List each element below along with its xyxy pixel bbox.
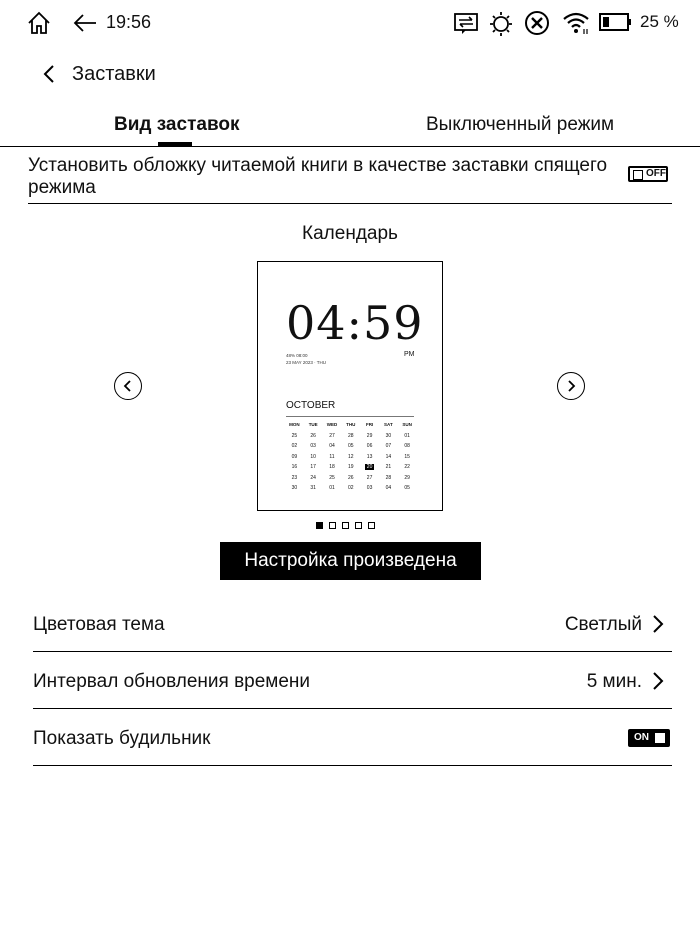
page-indicator [316, 522, 375, 529]
page-dot-active[interactable] [316, 522, 323, 529]
weekday-label: MON [289, 422, 300, 427]
status-bar [0, 0, 700, 50]
setting-refresh-interval-value[interactable]: 5 мин. [586, 671, 642, 692]
setting-color-theme-value[interactable]: Светлый [564, 614, 642, 635]
calendar-day: 04 [385, 485, 392, 491]
calendar-day: 27 [329, 432, 335, 439]
calendar-day: 18 [329, 464, 335, 470]
toggle-knob [655, 733, 665, 743]
calendar-day: 22 [404, 464, 410, 470]
calendar-day: 29 [404, 474, 410, 481]
battery-percent: 25 % [640, 12, 679, 31]
calendar-day: 15 [404, 453, 410, 460]
calendar-day: 27 [366, 474, 373, 481]
next-screensaver-button[interactable] [557, 372, 585, 400]
divider [33, 651, 672, 652]
calendar-day: 25 [329, 474, 335, 481]
toggle-state-label: OFF [646, 168, 666, 179]
calendar-day: 13 [366, 453, 373, 460]
calendar-day: 06 [366, 443, 373, 449]
back-chevron-icon[interactable] [38, 62, 62, 86]
cover-setting-label: Установить обложку читаемой книги в качестве заставки спящего режима [28, 155, 608, 198]
preview-month-rule [286, 416, 414, 417]
preview-date-line: 23 MAY 2023 · THU [286, 360, 327, 365]
calendar-day: 29 [366, 432, 373, 439]
weekday-label: TUE [308, 422, 318, 427]
back-arrow-icon[interactable] [72, 12, 98, 34]
chevron-right-icon[interactable] [650, 614, 666, 634]
calendar-day: 16 [291, 464, 298, 470]
calendar-day: 17 [310, 464, 316, 470]
wifi-icon[interactable] [562, 11, 590, 35]
preview-calendar-grid [285, 420, 417, 494]
status-time: 19:56 [106, 12, 152, 32]
calendar-day-today: 20 [366, 464, 373, 470]
calendar-day: 12 [348, 453, 354, 460]
calendar-day: 05 [404, 485, 410, 491]
calendar-week-row [285, 452, 417, 463]
calendar-day: 24 [310, 474, 316, 481]
preview-clock: 04:59 [286, 296, 424, 350]
calendar-day: 26 [310, 432, 316, 439]
calendar-week-row [285, 441, 417, 452]
weekday-label: WED [326, 422, 338, 427]
calendar-day: 30 [291, 485, 298, 491]
setting-refresh-interval-label[interactable]: Интервал обновления времени [33, 671, 311, 692]
tabs-divider [0, 146, 700, 147]
cover-setting-toggle[interactable] [628, 166, 668, 182]
toggle-state-label: ON [634, 732, 649, 743]
divider [33, 708, 672, 709]
weekday-label: FRI [365, 422, 374, 427]
preview-ampm: PM [404, 351, 415, 358]
calendar-day: 30 [385, 432, 392, 439]
page-dot[interactable] [368, 522, 375, 529]
screensaver-preview[interactable] [257, 261, 443, 511]
chevron-right-icon [564, 379, 578, 393]
page-dot[interactable] [342, 522, 349, 529]
calendar-day: 01 [404, 432, 410, 439]
calendar-day: 11 [329, 453, 335, 460]
previous-screensaver-button[interactable] [114, 372, 142, 400]
calendar-day: 10 [310, 453, 316, 460]
calendar-day: 04 [329, 443, 335, 449]
calendar-day: 28 [385, 474, 392, 481]
calendar-day: 03 [366, 485, 373, 491]
calendar-day: 01 [329, 485, 335, 491]
weekday-label: SUN [402, 422, 412, 427]
chevron-left-icon [121, 379, 135, 393]
preview-status-line: 48% 08:00 [286, 353, 308, 358]
applied-status-message: Настройка произведена [220, 542, 481, 580]
setting-show-alarm-label[interactable]: Показать будильник [33, 728, 211, 749]
sync-icon[interactable] [453, 11, 479, 35]
page-title: Заставки [72, 63, 156, 85]
calendar-day: 02 [348, 485, 354, 491]
calendar-day: 19 [348, 464, 354, 470]
calendar-week-row [285, 483, 417, 494]
preview-title: Календарь [302, 223, 398, 244]
calendar-day: 09 [291, 453, 298, 460]
calendar-week-row [285, 462, 417, 473]
toggle-knob [633, 170, 643, 180]
preview-month: OCTOBER [286, 400, 336, 411]
weekday-label: SAT [384, 422, 393, 427]
brightness-icon[interactable] [488, 10, 514, 36]
page-dot[interactable] [329, 522, 336, 529]
weekday-label: THU [346, 422, 356, 427]
calendar-day: 25 [291, 432, 298, 439]
calendar-week-row [285, 473, 417, 484]
home-icon[interactable] [26, 10, 52, 36]
calendar-day: 14 [385, 453, 392, 460]
calendar-day: 31 [310, 485, 316, 491]
calendar-day: 08 [404, 443, 410, 449]
tab-power-off-mode[interactable]: Выключенный режим [426, 114, 615, 135]
divider [33, 765, 672, 766]
network-off-icon[interactable] [524, 10, 550, 36]
calendar-day: 07 [385, 443, 392, 449]
calendar-day: 02 [291, 443, 298, 449]
tab-screensaver-view[interactable]: Вид заставок [114, 114, 240, 135]
divider [28, 203, 672, 204]
setting-color-theme-label[interactable]: Цветовая тема [33, 614, 165, 635]
battery-icon [599, 12, 633, 32]
calendar-day: 21 [385, 464, 392, 470]
calendar-day: 03 [310, 443, 316, 449]
calendar-day: 23 [291, 474, 298, 481]
calendar-weekday-row [285, 420, 417, 431]
page-dot[interactable] [355, 522, 362, 529]
calendar-day: 28 [348, 432, 354, 439]
calendar-day: 05 [348, 443, 354, 449]
calendar-week-row [285, 431, 417, 442]
setting-show-alarm-toggle[interactable] [628, 729, 670, 747]
calendar-day: 26 [348, 474, 354, 481]
chevron-right-icon[interactable] [650, 671, 666, 691]
